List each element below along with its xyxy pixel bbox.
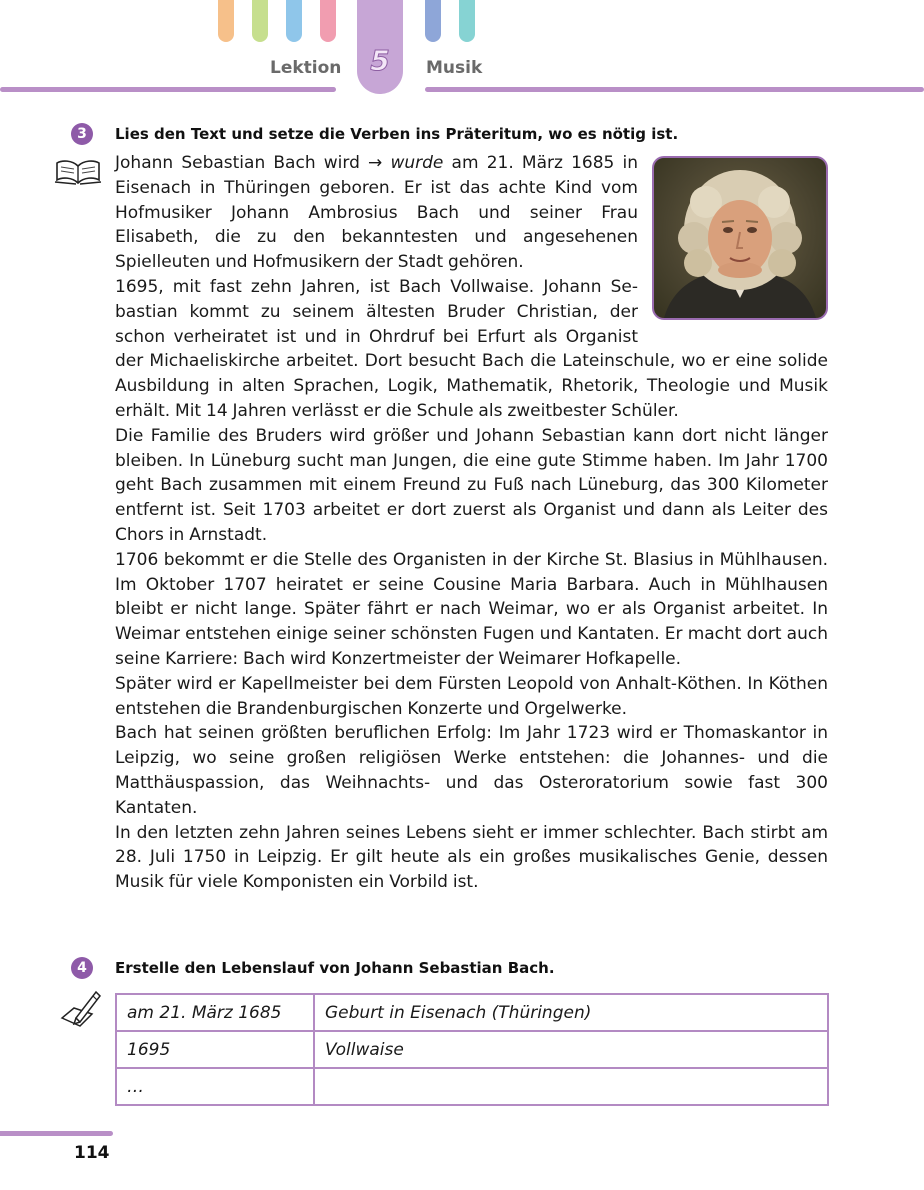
paragraph: 1695, mit fast zehn Jahren, ist Bach Vollwaise. Johann Sebastian kommt zu seinem ältesten Bruder Christian, der schon verheiratet ist und in Ohrdruf bei Erfurt als Organist der Michaeliskirche arbeitet. Dort besucht Bach die Lateinschule, wo er eine solide Ausbildung in alten Sprachen, Logik, Mathematik, Rhetorik, Theologie und Musik erhält. Mit 14 Jahren verlässt er die Schule als zweitbester Schüler. [115, 276, 828, 421]
table-cell-event: Vollwaise [314, 1031, 828, 1068]
table-cell-date: … [116, 1068, 314, 1105]
paragraph: 1706 bekommt er die Stelle des Organisten in der Kirche St. Blasius in Mühlhausen. Im Oktober 1707 heiratet er seine Cousine Maria Barbara. Auch in Mühlhausen bleibt er nicht lange. Später fährt er nach Weimar, wo er als Organist arbeitet. In Weimar entstehen einige seiner schönsten Fugen und Kantaten. Er macht dort auch seine Karriere: Bach wird Konzertmeister der Weimarer Hofkapelle. [115, 549, 828, 669]
lesson-label: Lektion [270, 58, 342, 78]
lesson-badge [357, 0, 403, 94]
table-cell-event [314, 1068, 828, 1105]
exercise-number: 4 [71, 957, 93, 979]
intro-continuation: am 21. März 1685 in Eisenach in Thüringen geboren. Er ist das achte Kind vom Hofmusiker Johann Ambrosius Bach und seiner Frau Elisabeth, die zu den bekanntesten und angesehenen Spielleuten und Hofmusikern der Stadt gehören. [115, 153, 639, 273]
color-tab [252, 0, 268, 42]
cv-table [115, 993, 829, 1106]
color-tab [425, 0, 441, 42]
reading-text [115, 151, 828, 895]
exercise-instruction: Erstelle den Lebenslauf von Johann Sebastian Bach. [115, 959, 555, 977]
color-tab [459, 0, 475, 42]
open-book-icon [54, 158, 102, 190]
table-cell-date: am 21. März 1685 [116, 994, 314, 1031]
bach-portrait [652, 156, 828, 320]
page-number: 114 [74, 1143, 110, 1163]
header-rule-right [425, 87, 924, 92]
table-cell-event: Geburt in Eisenach (Thüringen) [314, 994, 828, 1031]
color-tab [286, 0, 302, 42]
paragraph: Die Familie des Bruders wird größer und Johann Sebastian kann dort nicht länger bleiben. In Lüneburg sucht man Jungen, die eine gute Stimme haben. Im Jahr 1700 geht Bach zusammen mit einem Freund zu Fuß nach Lüneburg, das 300 Kilometer entfernt ist. Seit 1703 arbeitet er dort zuerst als Organist und dann als Leiter des Chors in Arnstadt. [115, 425, 828, 545]
table-row [116, 1068, 828, 1105]
color-tab [320, 0, 336, 42]
writing-pen-icon [60, 988, 102, 1034]
header-rule-left [0, 87, 336, 92]
arrow-icon: → [368, 153, 383, 173]
paragraph: Später wird er Kapellmeister bei dem Fürsten Leopold von Anhalt-Köthen. In Köthen entstehen die Brandenburgischen Konzerte und Orgelwerke. [115, 673, 828, 719]
paragraph: Bach hat seinen größten beruflichen Erfolg: Im Jahr 1723 wird er Thomaskantor in Leipzig, wo seine großen religiösen Werke entstehen: die Johannes- und die Matthäuspassion, das Weihnachts- und das Osteroratorium sowie fast 300 Kantaten. [115, 723, 828, 818]
table-row [116, 1031, 828, 1068]
example-verb: wurde [390, 153, 444, 173]
exercise-instruction: Lies den Text und setze die Verben ins Präteritum, wo es nötig ist. [115, 125, 679, 143]
table-cell-date: 1695 [116, 1031, 314, 1068]
topic-label: Musik [426, 58, 483, 78]
lesson-number: 5 [370, 44, 390, 77]
paragraph: In den letzten zehn Jahren seines Lebens sieht er immer schlechter. Bach stirbt am 28. Juli 1750 in Leipzig. Er gilt heute als ein großes musikalisches Genie, dessen Musik für viele Komponisten ein Vorbild ist. [115, 822, 828, 893]
exercise-number: 3 [71, 123, 93, 145]
footer-rule [0, 1131, 113, 1136]
table-row [116, 994, 828, 1031]
intro-text: Johann Sebastian Bach wird [115, 153, 369, 173]
color-tab [218, 0, 234, 42]
